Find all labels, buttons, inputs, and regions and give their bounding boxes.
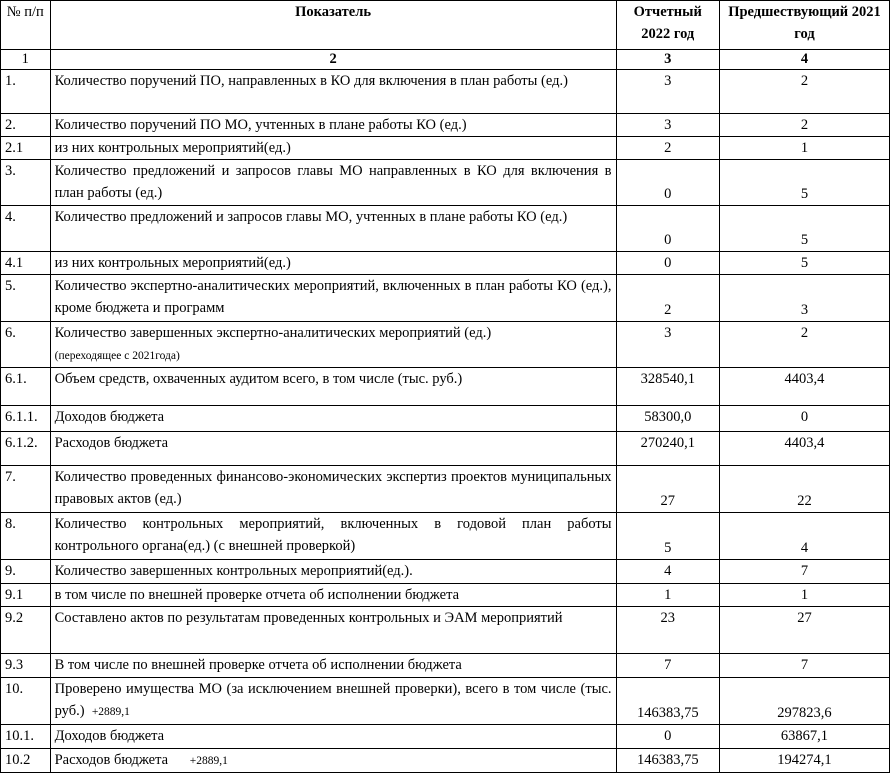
table-row <box>1 252 890 275</box>
value-current-year: 7 <box>616 654 719 678</box>
value-current-year: 27 <box>616 466 719 513</box>
table-row <box>1 160 890 206</box>
indicator-text: Количество контрольных мероприятий, включенных в годовой план работы контрольного органа(ед.) (с внешней проверкой) <box>54 516 612 554</box>
row-number: 9.1 <box>1 584 51 607</box>
row-indicator <box>50 560 616 584</box>
value-current-year: 3 <box>616 70 719 114</box>
value-current-year: 146383,75 <box>616 678 719 725</box>
table-row <box>1 70 890 114</box>
table-row <box>1 114 890 137</box>
row-indicator <box>50 160 616 206</box>
header-current-year: Отчетный 2022 год <box>616 1 719 50</box>
row-indicator <box>50 322 616 368</box>
value-current-year: 3 <box>616 322 719 368</box>
indicator-text: Проверено имущества МО (за исключением внешней проверки), всего в том числе (тыс. руб.) <box>54 681 612 719</box>
value-previous-year: 5 <box>719 160 889 206</box>
value-current-year: 1 <box>616 584 719 607</box>
indicator-text: Количество предложений и запросов главы МО, учтенных в плане работы КО (ед.) <box>54 209 568 225</box>
value-previous-year: 4403,4 <box>719 368 889 406</box>
row-indicator <box>50 406 616 432</box>
indicator-text: В том числе по внешней проверке отчета об исполнении бюджета <box>54 657 462 673</box>
value-current-year: 2 <box>616 137 719 160</box>
value-current-year: 270240,1 <box>616 432 719 466</box>
value-previous-year: 4 <box>719 513 889 560</box>
indicator-text: Количество завершенных экспертно-аналитических мероприятий (ед.) <box>54 325 492 341</box>
value-current-year: 0 <box>616 206 719 252</box>
value-current-year: 0 <box>616 252 719 275</box>
table-row <box>1 654 890 678</box>
value-previous-year: 3 <box>719 275 889 322</box>
row-indicator <box>50 654 616 678</box>
header-indicator: Показатель <box>50 1 616 50</box>
row-number: 9. <box>1 560 51 584</box>
indicator-note: +2889,1 <box>91 706 130 718</box>
table-row <box>1 678 890 725</box>
row-indicator <box>50 607 616 654</box>
row-number: 7. <box>1 466 51 513</box>
table-row <box>1 749 890 773</box>
value-previous-year: 22 <box>719 466 889 513</box>
value-previous-year: 5 <box>719 206 889 252</box>
indicator-text: Доходов бюджета <box>54 728 165 744</box>
column-number-row <box>1 50 890 70</box>
indicator-text: Количество экспертно-аналитических мероприятий, включенных в план работы КО (ед.), кроме бюджета и программ <box>54 278 612 316</box>
indicator-text: из них контрольных мероприятий(ед.) <box>54 255 291 271</box>
header-previous-year: Предшествующий 2021 год <box>719 1 889 50</box>
table-row <box>1 368 890 406</box>
table-row <box>1 137 890 160</box>
value-previous-year: 5 <box>719 252 889 275</box>
row-number: 6.1. <box>1 368 51 406</box>
table-row <box>1 560 890 584</box>
row-indicator <box>50 584 616 607</box>
row-indicator <box>50 252 616 275</box>
row-number: 4. <box>1 206 51 252</box>
value-previous-year: 1 <box>719 137 889 160</box>
value-current-year: 58300,0 <box>616 406 719 432</box>
row-number: 6.1.1. <box>1 406 51 432</box>
row-number: 2. <box>1 114 51 137</box>
row-indicator <box>50 749 616 773</box>
indicator-text: из них контрольных мероприятий(ед.) <box>54 140 291 156</box>
table-row <box>1 275 890 322</box>
row-number: 9.3 <box>1 654 51 678</box>
table-body <box>1 70 890 773</box>
value-previous-year: 2 <box>719 322 889 368</box>
row-indicator <box>50 725 616 749</box>
indicator-text: в том числе по внешней проверке отчета об исполнении бюджета <box>54 587 460 603</box>
row-indicator <box>50 275 616 322</box>
table-row <box>1 607 890 654</box>
table-row <box>1 432 890 466</box>
value-previous-year: 7 <box>719 560 889 584</box>
value-previous-year: 2 <box>719 114 889 137</box>
column-number: 1 <box>1 50 51 70</box>
indicator-text: Количество предложений и запросов главы МО направленных в КО для включения в план работы (ед.) <box>54 163 612 201</box>
value-current-year: 2 <box>616 275 719 322</box>
row-number: 10.1. <box>1 725 51 749</box>
value-current-year: 3 <box>616 114 719 137</box>
row-indicator <box>50 70 616 114</box>
row-indicator <box>50 368 616 406</box>
indicator-note: (переходящее с 2021года) <box>54 350 180 362</box>
value-current-year: 328540,1 <box>616 368 719 406</box>
row-indicator <box>50 206 616 252</box>
table-row <box>1 725 890 749</box>
value-current-year: 0 <box>616 725 719 749</box>
row-indicator <box>50 114 616 137</box>
value-previous-year: 27 <box>719 607 889 654</box>
table-row <box>1 406 890 432</box>
row-indicator <box>50 678 616 725</box>
value-previous-year: 0 <box>719 406 889 432</box>
indicator-text: Количество завершенных контрольных мероприятий(ед.). <box>54 563 413 579</box>
indicator-text: Составлено актов по результатам проведенных контрольных и ЭАМ мероприятий <box>54 610 563 626</box>
row-indicator <box>50 432 616 466</box>
row-number: 6.1.2. <box>1 432 51 466</box>
table-row <box>1 322 890 368</box>
row-number: 10. <box>1 678 51 725</box>
value-previous-year: 2 <box>719 70 889 114</box>
row-number: 6. <box>1 322 51 368</box>
value-previous-year: 1 <box>719 584 889 607</box>
value-previous-year: 7 <box>719 654 889 678</box>
row-number: 8. <box>1 513 51 560</box>
row-number: 2.1 <box>1 137 51 160</box>
indicator-note: +2889,1 <box>189 755 228 767</box>
table-row <box>1 466 890 513</box>
indicator-text: Доходов бюджета <box>54 409 165 425</box>
row-number: 9.2 <box>1 607 51 654</box>
value-previous-year: 194274,1 <box>719 749 889 773</box>
table-row <box>1 584 890 607</box>
value-current-year: 4 <box>616 560 719 584</box>
header-num: № п/п <box>1 1 51 50</box>
value-current-year: 146383,75 <box>616 749 719 773</box>
indicator-text: Расходов бюджета <box>54 435 169 451</box>
value-current-year: 23 <box>616 607 719 654</box>
value-previous-year: 4403,4 <box>719 432 889 466</box>
row-indicator <box>50 137 616 160</box>
row-number: 1. <box>1 70 51 114</box>
indicator-text: Расходов бюджета <box>54 752 169 768</box>
value-current-year: 0 <box>616 160 719 206</box>
row-number: 5. <box>1 275 51 322</box>
row-number: 3. <box>1 160 51 206</box>
column-number: 2 <box>50 50 616 70</box>
value-previous-year: 297823,6 <box>719 678 889 725</box>
indicator-text: Объем средств, охваченных аудитом всего, в том числе (тыс. руб.) <box>54 371 463 387</box>
indicator-text: Количество проведенных финансово-экономических экспертиз проектов муниципальных правовых актов (ед.) <box>54 469 612 507</box>
table-header-row <box>1 1 890 50</box>
value-current-year: 5 <box>616 513 719 560</box>
row-indicator <box>50 466 616 513</box>
row-number: 10.2 <box>1 749 51 773</box>
column-number: 3 <box>616 50 719 70</box>
indicator-text: Количество поручений ПО МО, учтенных в плане работы КО (ед.) <box>54 117 467 133</box>
table-row <box>1 206 890 252</box>
value-previous-year: 63867,1 <box>719 725 889 749</box>
row-indicator <box>50 513 616 560</box>
column-number: 4 <box>719 50 889 70</box>
table-row <box>1 513 890 560</box>
row-number: 4.1 <box>1 252 51 275</box>
indicator-text: Количество поручений ПО, направленных в КО для включения в план работы (ед.) <box>54 73 568 89</box>
